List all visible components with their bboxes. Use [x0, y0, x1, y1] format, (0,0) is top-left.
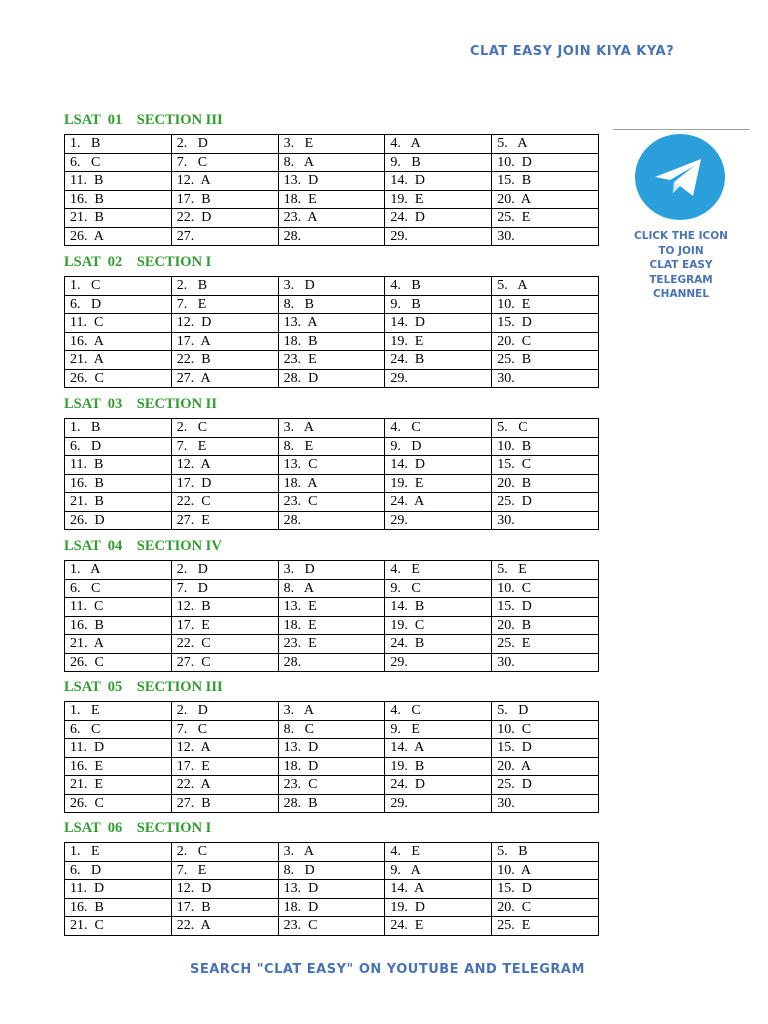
answer-cell: 13. A: [278, 314, 385, 333]
answer-cell: 6. C: [65, 579, 172, 598]
answer-cell: 26. C: [65, 653, 172, 672]
answer-cell: 29.: [385, 511, 492, 530]
answer-cell: 14. B: [385, 598, 492, 617]
answer-cell: 24. E: [385, 917, 492, 936]
answer-cell: 13. D: [278, 880, 385, 899]
table-row: [65, 456, 599, 475]
answer-cell: 2. D: [171, 135, 278, 154]
section-title: LSAT 04 SECTION IV: [64, 538, 222, 554]
table-row: [65, 702, 599, 721]
answer-cell: 14. D: [385, 456, 492, 475]
answer-cell: 14. D: [385, 314, 492, 333]
answer-cell: 13. D: [278, 172, 385, 191]
answer-cell: 25. D: [492, 493, 599, 512]
header-title: CLAT EASY JOIN KIYA KYA?: [470, 44, 675, 59]
table-row: [65, 598, 599, 617]
table-row: [65, 351, 599, 370]
answer-cell: 6. C: [65, 153, 172, 172]
answer-cell: 29.: [385, 653, 492, 672]
answer-cell: 26. A: [65, 227, 172, 246]
answer-table: [64, 701, 599, 813]
answer-cell: 3. D: [278, 277, 385, 296]
telegram-cta[interactable]: [620, 229, 742, 302]
answer-cell: 24. D: [385, 209, 492, 228]
answer-cell: 15. D: [492, 739, 599, 758]
table-row: [65, 843, 599, 862]
answer-cell: 19. D: [385, 898, 492, 917]
answer-cell: 14. D: [385, 172, 492, 191]
table-row: [65, 511, 599, 530]
answer-cell: 2. C: [171, 419, 278, 438]
answer-cell: 24. B: [385, 635, 492, 654]
answer-cell: 28.: [278, 653, 385, 672]
answer-cell: 11. D: [65, 739, 172, 758]
table-row: [65, 739, 599, 758]
telegram-cta-line: CHANNEL: [652, 288, 710, 300]
answer-cell: 7. D: [171, 579, 278, 598]
answer-cell: 7. E: [171, 861, 278, 880]
answer-cell: 2. D: [171, 561, 278, 580]
telegram-cta-line: TELEGRAM: [649, 273, 713, 286]
answer-cell: 4. A: [385, 135, 492, 154]
answer-cell: 23. C: [278, 917, 385, 936]
answer-cell: 1. A: [65, 561, 172, 580]
answer-cell: 9. C: [385, 579, 492, 598]
section-title: LSAT 05 SECTION III: [64, 679, 223, 695]
section-title: LSAT 06 SECTION I: [64, 820, 212, 836]
answer-cell: 4. C: [385, 419, 492, 438]
answer-section: [64, 254, 599, 388]
table-row: [65, 653, 599, 672]
answer-cell: 4. B: [385, 277, 492, 296]
answer-cell: 20. C: [492, 332, 599, 351]
answer-cell: 28.: [278, 511, 385, 530]
table-row: [65, 314, 599, 333]
table-row: [65, 917, 599, 936]
answer-cell: 21. A: [65, 635, 172, 654]
answer-cell: 29.: [385, 227, 492, 246]
table-row: [65, 880, 599, 899]
answer-cell: 8. D: [278, 861, 385, 880]
answer-section: [64, 538, 599, 672]
table-row: [65, 474, 599, 493]
answer-cell: 19. E: [385, 332, 492, 351]
answer-cell: 20. A: [492, 757, 599, 776]
answer-cell: 9. B: [385, 295, 492, 314]
answer-cell: 30.: [492, 369, 599, 388]
table-row: [65, 794, 599, 813]
answer-cell: 6. D: [65, 295, 172, 314]
section-title: LSAT 01 SECTION III: [64, 112, 223, 128]
table-row: [65, 776, 599, 795]
answer-cell: 10. E: [492, 295, 599, 314]
answer-cell: 16. B: [65, 474, 172, 493]
telegram-cta-line: CLAT EASY: [649, 259, 713, 271]
answer-cell: 3. A: [278, 702, 385, 721]
answer-cell: 19. E: [385, 474, 492, 493]
answer-cell: 22. A: [171, 776, 278, 795]
answer-cell: 12. A: [171, 172, 278, 191]
answer-cell: 23. C: [278, 493, 385, 512]
answer-cell: 25. E: [492, 635, 599, 654]
answer-cell: 17. A: [171, 332, 278, 351]
answer-cell: 26. C: [65, 369, 172, 388]
answer-cell: 21. B: [65, 493, 172, 512]
answer-cell: 25. E: [492, 917, 599, 936]
answer-cell: 21. C: [65, 917, 172, 936]
answer-cell: 18. D: [278, 757, 385, 776]
answer-cell: 3. E: [278, 135, 385, 154]
answer-cell: 11. B: [65, 456, 172, 475]
answer-cell: 8. E: [278, 437, 385, 456]
answer-cell: 15. C: [492, 456, 599, 475]
answer-cell: 29.: [385, 369, 492, 388]
answer-cell: 24. B: [385, 351, 492, 370]
answer-cell: 2. C: [171, 843, 278, 862]
answer-cell: 8. A: [278, 579, 385, 598]
answer-table: [64, 418, 599, 530]
answer-cell: 17. E: [171, 757, 278, 776]
table-row: [65, 579, 599, 598]
answer-cell: 8. B: [278, 295, 385, 314]
telegram-cta-line: CLICK THE ICON: [634, 230, 728, 242]
answer-cell: 3. A: [278, 419, 385, 438]
answer-cell: 6. D: [65, 437, 172, 456]
answer-cell: 16. B: [65, 898, 172, 917]
answer-cell: 15. B: [492, 172, 599, 191]
answer-cell: 1. E: [65, 843, 172, 862]
answer-cell: 11. B: [65, 172, 172, 191]
answer-cell: 1. B: [65, 419, 172, 438]
answer-cell: 18. A: [278, 474, 385, 493]
answer-cell: 28. B: [278, 794, 385, 813]
section-title: LSAT 03 SECTION II: [64, 396, 217, 412]
answer-cell: 27. A: [171, 369, 278, 388]
answer-cell: 22. B: [171, 351, 278, 370]
answer-section: [64, 679, 599, 813]
telegram-cta-line: TO JOIN: [658, 244, 704, 257]
answer-cell: 24. A: [385, 493, 492, 512]
answer-cell: 25. E: [492, 209, 599, 228]
answer-cell: 22. C: [171, 493, 278, 512]
table-row: [65, 295, 599, 314]
answer-cell: 16. B: [65, 616, 172, 635]
answer-cell: 9. A: [385, 861, 492, 880]
answer-cell: 18. D: [278, 898, 385, 917]
answer-cell: 3. A: [278, 843, 385, 862]
answer-cell: 24. D: [385, 776, 492, 795]
answer-cell: 17. B: [171, 190, 278, 209]
answer-cell: 6. C: [65, 720, 172, 739]
answer-cell: 22. C: [171, 635, 278, 654]
answer-cell: 5. E: [492, 561, 599, 580]
answer-cell: 17. B: [171, 898, 278, 917]
answer-cell: 27. B: [171, 794, 278, 813]
answer-table: [64, 276, 599, 388]
answer-cell: 18. B: [278, 332, 385, 351]
table-row: [65, 635, 599, 654]
answer-cell: 30.: [492, 511, 599, 530]
answer-cell: 5. A: [492, 277, 599, 296]
answer-cell: 12. D: [171, 880, 278, 899]
answer-cell: 23. E: [278, 351, 385, 370]
answer-cell: 22. A: [171, 917, 278, 936]
answer-cell: 5. D: [492, 702, 599, 721]
table-row: [65, 493, 599, 512]
section-title: LSAT 02 SECTION I: [64, 254, 212, 270]
answer-cell: 18. E: [278, 616, 385, 635]
answer-cell: 5. C: [492, 419, 599, 438]
answer-cell: 9. B: [385, 153, 492, 172]
answer-cell: 19. B: [385, 757, 492, 776]
answer-cell: 15. D: [492, 598, 599, 617]
answer-cell: 17. D: [171, 474, 278, 493]
answer-cell: 25. B: [492, 351, 599, 370]
answer-cell: 30.: [492, 653, 599, 672]
answer-cell: 26. C: [65, 794, 172, 813]
answer-cell: 8. C: [278, 720, 385, 739]
answer-cell: 21. B: [65, 209, 172, 228]
answer-cell: 28.: [278, 227, 385, 246]
answer-table: [64, 134, 599, 246]
footer-text: SEARCH "CLAT EASY" ON YOUTUBE AND TELEGRAM: [190, 962, 585, 977]
answer-cell: 7. E: [171, 437, 278, 456]
answer-cell: 23. A: [278, 209, 385, 228]
answer-cell: 13. E: [278, 598, 385, 617]
answer-cell: 12. D: [171, 314, 278, 333]
answer-cell: 9. E: [385, 720, 492, 739]
answer-cell: 18. E: [278, 190, 385, 209]
answer-cell: 20. A: [492, 190, 599, 209]
table-row: [65, 720, 599, 739]
answer-cell: 30.: [492, 794, 599, 813]
answer-cell: 11. C: [65, 598, 172, 617]
answer-cell: 16. B: [65, 190, 172, 209]
answer-cell: 11. D: [65, 880, 172, 899]
answer-section: [64, 820, 599, 936]
answer-cell: 14. A: [385, 880, 492, 899]
answer-section: [64, 396, 599, 530]
answer-cell: 22. D: [171, 209, 278, 228]
table-row: [65, 898, 599, 917]
answer-cell: 2. B: [171, 277, 278, 296]
answer-cell: 6. D: [65, 861, 172, 880]
answer-cell: 11. C: [65, 314, 172, 333]
answer-cell: 27. E: [171, 511, 278, 530]
answer-cell: 20. B: [492, 616, 599, 635]
answer-cell: 4. E: [385, 843, 492, 862]
answer-cell: 23. C: [278, 776, 385, 795]
answer-cell: 13. D: [278, 739, 385, 758]
answer-cell: 1. E: [65, 702, 172, 721]
table-row: [65, 135, 599, 154]
answer-cell: 14. A: [385, 739, 492, 758]
answer-cell: 7. C: [171, 720, 278, 739]
answer-cell: 26. D: [65, 511, 172, 530]
table-row: [65, 172, 599, 191]
answer-cell: 15. D: [492, 314, 599, 333]
table-row: [65, 437, 599, 456]
answer-cell: 12. A: [171, 456, 278, 475]
answer-cell: 20. C: [492, 898, 599, 917]
table-row: [65, 209, 599, 228]
answer-cell: 5. A: [492, 135, 599, 154]
answer-cell: 19. E: [385, 190, 492, 209]
answer-cell: 30.: [492, 227, 599, 246]
header-divider: [613, 129, 750, 130]
answer-cell: 12. B: [171, 598, 278, 617]
answer-cell: 28. D: [278, 369, 385, 388]
table-row: [65, 616, 599, 635]
answer-table: [64, 842, 599, 936]
answer-cell: 27.: [171, 227, 278, 246]
answer-cell: 21. A: [65, 351, 172, 370]
answer-cell: 7. C: [171, 153, 278, 172]
table-row: [65, 561, 599, 580]
answer-cell: 20. B: [492, 474, 599, 493]
answer-cell: 10. D: [492, 153, 599, 172]
table-row: [65, 332, 599, 351]
answer-cell: 17. E: [171, 616, 278, 635]
answer-cell: 29.: [385, 794, 492, 813]
answer-section: [64, 112, 599, 246]
answer-table: [64, 560, 599, 672]
answer-cell: 9. D: [385, 437, 492, 456]
answer-cell: 13. C: [278, 456, 385, 475]
table-row: [65, 369, 599, 388]
table-row: [65, 277, 599, 296]
telegram-icon[interactable]: [634, 133, 726, 221]
answer-cell: 10. C: [492, 579, 599, 598]
answer-cell: 19. C: [385, 616, 492, 635]
answer-cell: 1. B: [65, 135, 172, 154]
answer-cell: 10. A: [492, 861, 599, 880]
answer-cell: 8. A: [278, 153, 385, 172]
table-row: [65, 153, 599, 172]
answer-cell: 27. C: [171, 653, 278, 672]
answer-cell: 10. B: [492, 437, 599, 456]
answer-cell: 3. D: [278, 561, 385, 580]
answer-cell: 1. C: [65, 277, 172, 296]
answer-cell: 2. D: [171, 702, 278, 721]
table-row: [65, 757, 599, 776]
answer-cell: 4. C: [385, 702, 492, 721]
answer-cell: 15. D: [492, 880, 599, 899]
answer-cell: 5. B: [492, 843, 599, 862]
answer-cell: 16. A: [65, 332, 172, 351]
table-row: [65, 227, 599, 246]
answer-cell: 16. E: [65, 757, 172, 776]
table-row: [65, 861, 599, 880]
answer-cell: 23. E: [278, 635, 385, 654]
answer-cell: 25. D: [492, 776, 599, 795]
answer-cell: 7. E: [171, 295, 278, 314]
answer-cell: 4. E: [385, 561, 492, 580]
answer-cell: 12. A: [171, 739, 278, 758]
table-row: [65, 419, 599, 438]
answer-cell: 10. C: [492, 720, 599, 739]
answer-cell: 21. E: [65, 776, 172, 795]
table-row: [65, 190, 599, 209]
